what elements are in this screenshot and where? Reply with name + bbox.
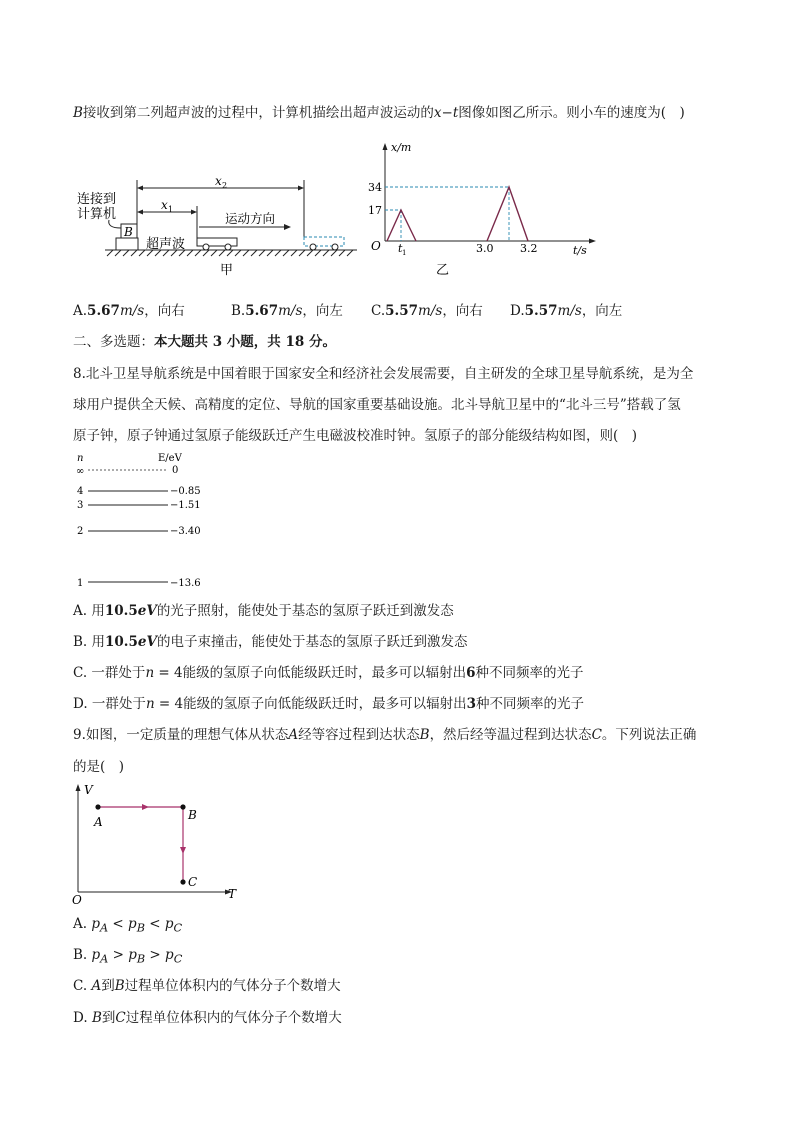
q8-option-d[interactable]: D. 一群处于n = 4能级的氢原子向低能级跃迁时，最多可以辐射出3种不同频率的光子: [73, 696, 585, 712]
q9-line-2: 的是( ): [73, 759, 125, 775]
q7-option-c[interactable]: C.5.57m/s，向右: [371, 303, 483, 319]
q9-option-c[interactable]: C. A到B过程单位体积内的气体分子个数增大: [73, 978, 341, 994]
level-inf-n: ∞: [76, 466, 85, 477]
q9-option-b[interactable]: B. $p_A > p_B > p_C$: [73, 947, 183, 966]
level-3-n: 3: [77, 500, 84, 511]
point-a: [95, 804, 100, 809]
level-1-e: −13.6: [170, 578, 201, 589]
point-a-label: A: [94, 815, 103, 829]
point-c: [180, 879, 185, 884]
label-x2: x: [215, 174, 222, 188]
q7-option-a[interactable]: A.5.67m/s，向右: [73, 303, 185, 319]
q8-line-3: 原子钟，原子钟通过氢原子能级跃迁产生电磁波校准时钟。氢原子的部分能级结构如图，则( ): [73, 428, 638, 444]
figure-yi-xt-graph: [365, 140, 605, 280]
label-x1-sub: 1: [168, 205, 174, 214]
cart-later-outline: [304, 237, 344, 246]
section-2-header: [73, 332, 336, 352]
q8-option-c[interactable]: C. 一群处于n = 4能级的氢原子向低能级跃迁时，最多可以辐射出6种不同频率的光子: [73, 665, 584, 681]
intro-xt: x−t: [433, 105, 459, 121]
level-4-n: 4: [77, 486, 84, 497]
q8-option-a[interactable]: A. 用10.5eV的光子照射，能使处于基态的氢原子跃迁到激发态: [73, 603, 454, 619]
q8-option-b[interactable]: B. 用10.5eV的电子束撞击，能使处于基态的氢原子跃迁到激发态: [73, 634, 468, 650]
level-2-e: −3.40: [170, 526, 201, 537]
x-axis-label: t/s: [573, 244, 587, 257]
tick-34: 34: [368, 181, 382, 194]
q9-line-1: 9.如图，一定质量的理想气体从状态A经等容过程到达状态B，然后经等温过程到达状态C。下列说法正确: [73, 727, 697, 743]
q9-option-a[interactable]: A. $p_A < p_B < p_C$: [73, 916, 183, 935]
level-1-n: 1: [77, 578, 84, 589]
q9-vt-graph: [70, 782, 250, 904]
q7-option-b[interactable]: B.5.67m/s，向左: [231, 303, 343, 319]
v-axis-label: V: [84, 783, 93, 797]
cart-later-wheel-left: [310, 244, 316, 250]
q7-intro-line: [73, 103, 685, 123]
diagram-n-header: n: [77, 453, 84, 464]
cart-body: [197, 238, 237, 246]
cart-later-wheel-right: [332, 244, 338, 250]
q8-line-2: 球用户提供全天候、高精度的定位、导航的国家重要基础设施。北斗导航卫星中的“北斗三号”搭载了氢: [73, 397, 681, 413]
tick-3-0: 3.0: [476, 242, 494, 255]
q7-option-d[interactable]: D.5.57m/s，向左: [510, 303, 623, 319]
q9-option-d[interactable]: D. B到C过程单位体积内的气体分子个数增大: [73, 1010, 342, 1026]
t-axis-label: T: [228, 887, 237, 901]
cart-wheel-left: [203, 244, 209, 250]
label-ultrasound: 超声波: [146, 237, 186, 252]
point-b-label: B: [188, 808, 197, 822]
diagram-e-header: E/eV: [158, 453, 182, 464]
tick-t1: t: [398, 242, 403, 255]
pulse-1: [387, 210, 416, 241]
arrow-a-to-b: [142, 804, 149, 810]
level-inf-e: 0: [172, 465, 179, 476]
pulse-2: [487, 187, 528, 241]
box-label-b: B: [124, 225, 133, 239]
arrow-b-to-c: [180, 847, 186, 854]
tick-3-2: 3.2: [520, 242, 538, 255]
label-x1: x: [161, 198, 168, 212]
section-2-title: 二、多选题：: [73, 334, 154, 350]
intro-text-a: 接收到第二列超声波的过程中，计算机描绘出超声波运动的: [82, 105, 434, 121]
caption-yi: 乙: [436, 263, 450, 278]
label-x2-sub: 2: [222, 181, 228, 190]
y-axis-label: x/m: [391, 141, 412, 154]
q7-options: [73, 301, 622, 321]
intro-text-b: 图像如图乙所示。则小车的速度为( ): [458, 105, 685, 121]
point-b: [180, 804, 185, 809]
label-direction: 运动方向: [225, 211, 276, 226]
tick-17: 17: [368, 204, 382, 217]
tick-t1-sub: 1: [402, 249, 407, 257]
level-4-e: −0.85: [170, 486, 201, 497]
label-connect-2: 计算机: [77, 207, 117, 222]
q8-line-1: 8.北斗卫星导航系统是中国着眼于国家安全和经济社会发展需要，自主研发的全球卫星导航系统，是为全: [73, 366, 694, 382]
caption-jia: 甲: [220, 263, 234, 278]
base-block: [116, 238, 138, 250]
cart-wheel-right: [225, 244, 231, 250]
origin-label: O: [371, 239, 381, 253]
level-2-n: 2: [77, 526, 84, 537]
label-connect-1: 连接到: [77, 192, 117, 207]
origin-o-label: O: [72, 893, 82, 904]
figure-jia: [75, 170, 365, 280]
level-3-e: −1.51: [170, 500, 201, 511]
intro-prefix: B: [73, 105, 83, 121]
ground-hatch: [107, 250, 353, 256]
section-2-desc: 本大题共 3 小题，共 18 分。: [154, 334, 336, 350]
point-c-label: C: [188, 875, 198, 889]
energy-level-diagram: [72, 450, 212, 590]
